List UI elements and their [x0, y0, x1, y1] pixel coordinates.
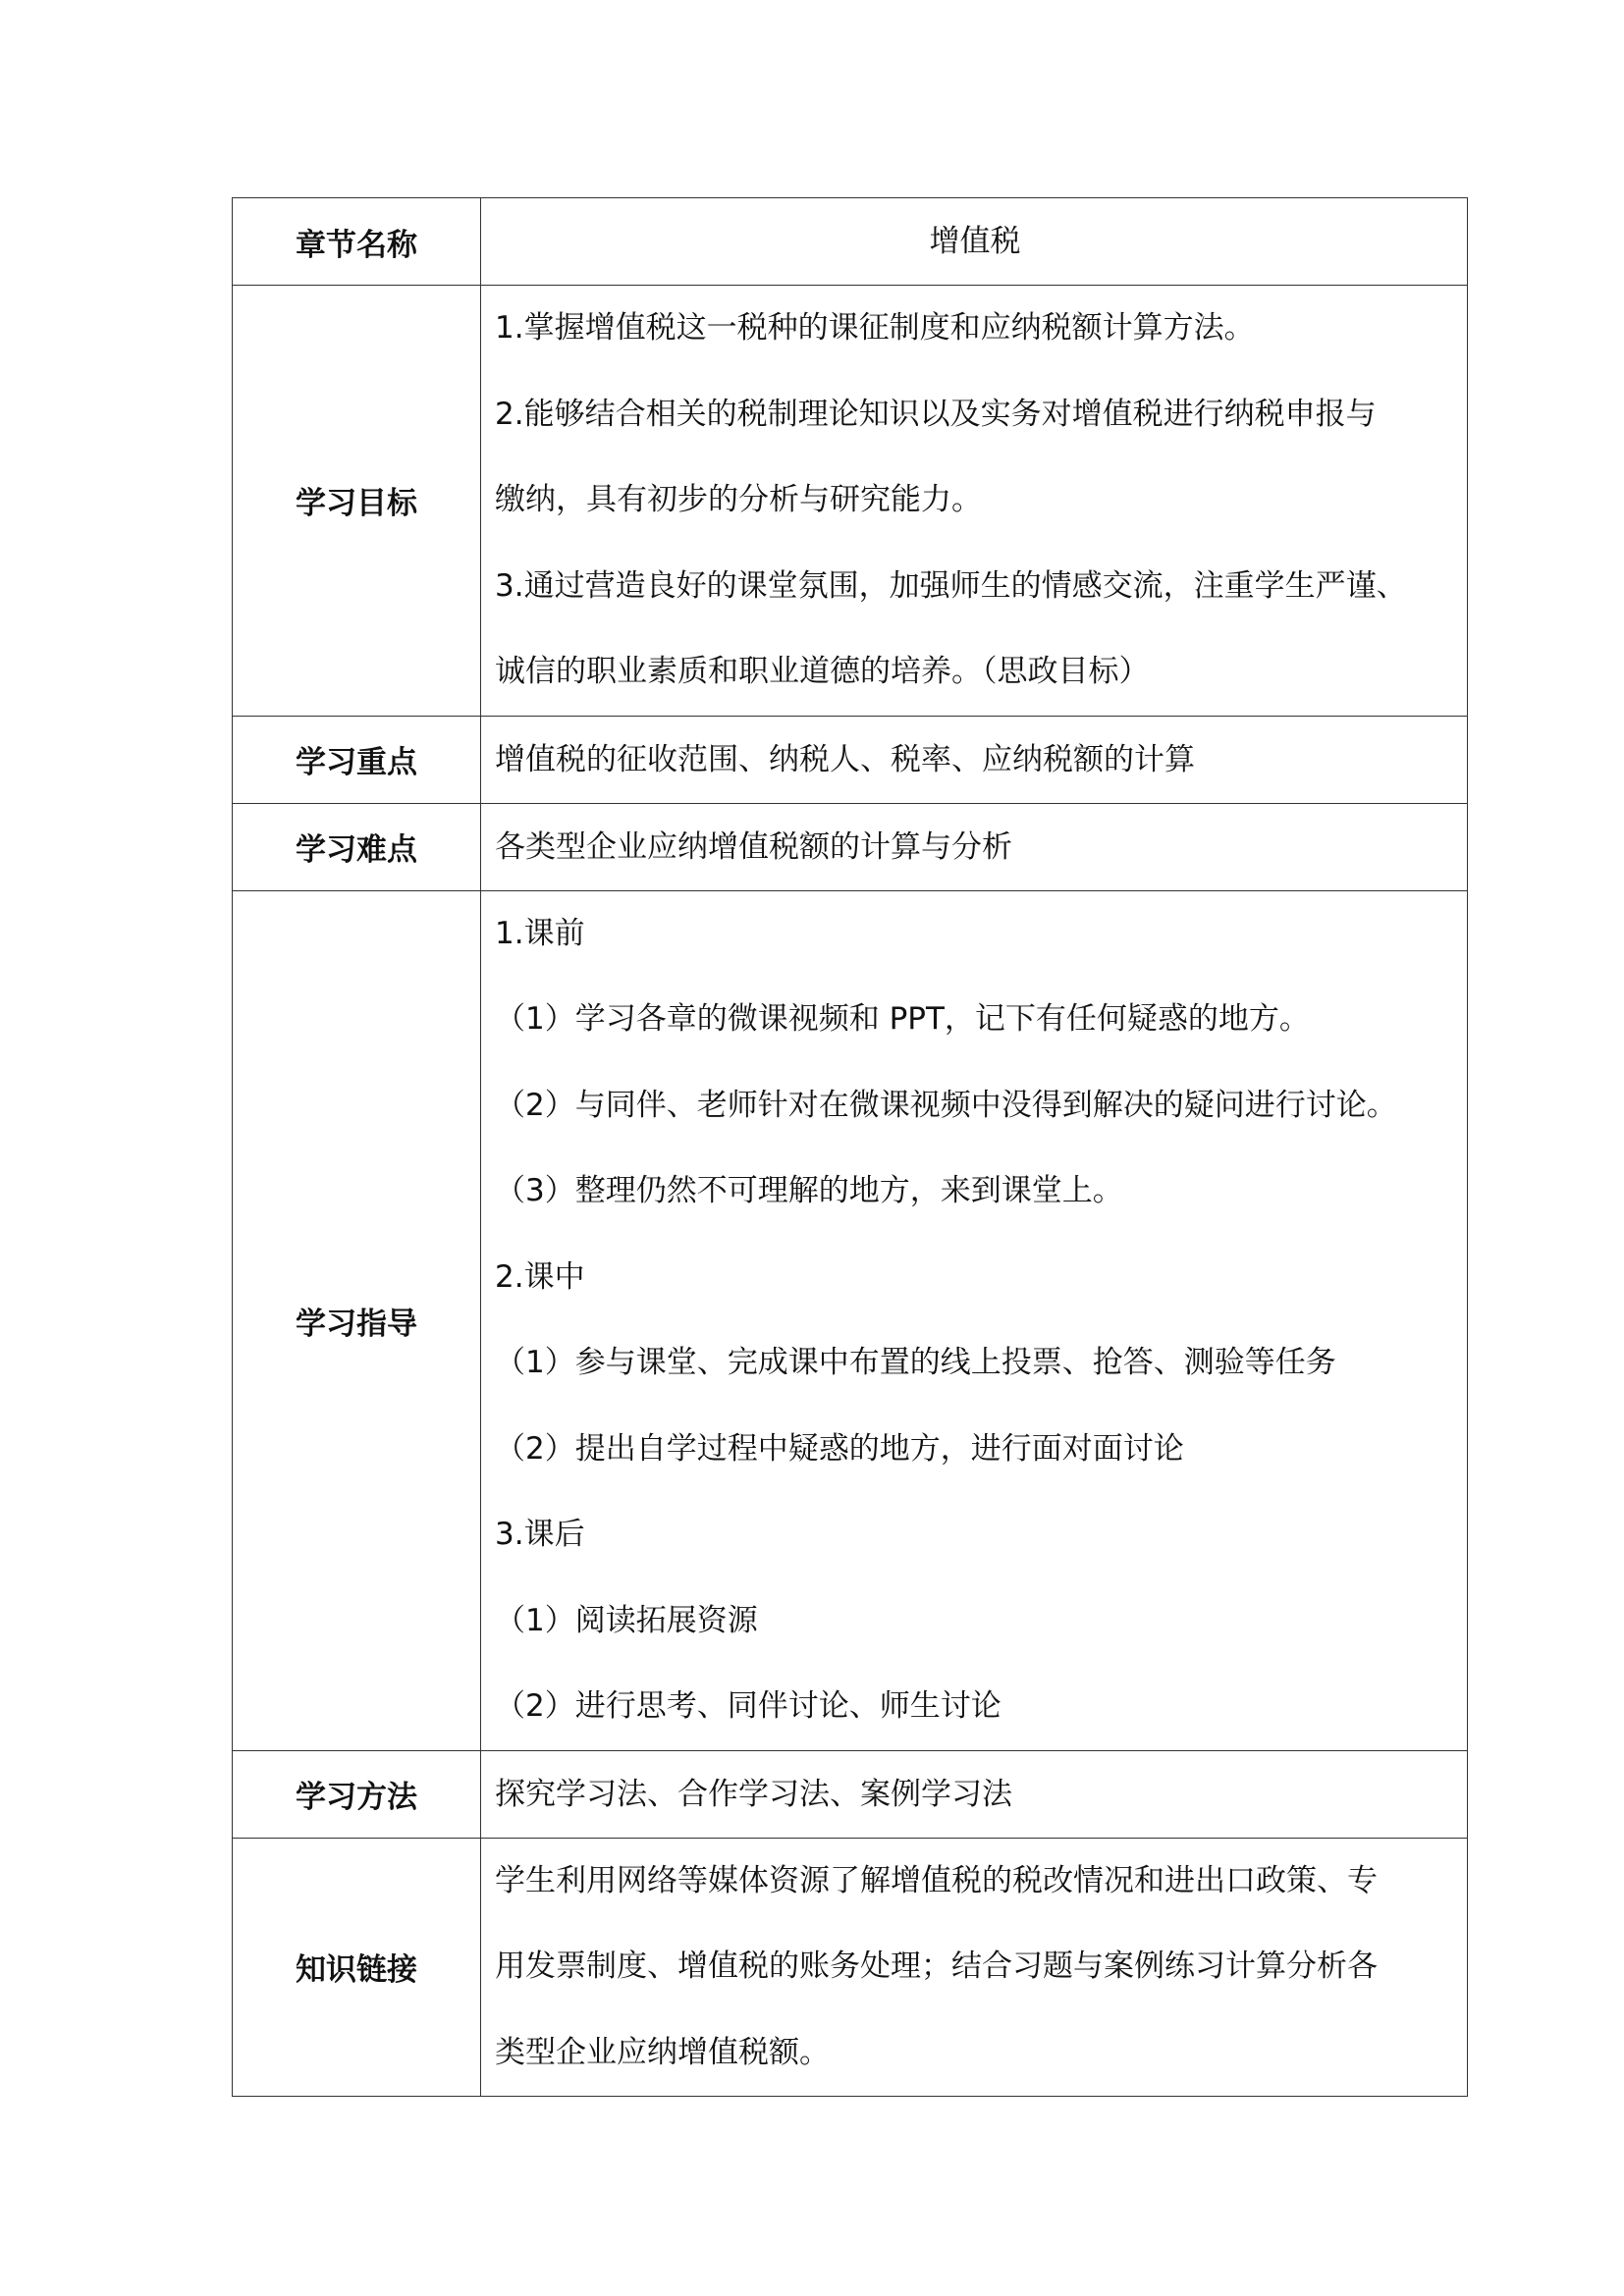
links-line: 类型企业应纳增值税额。: [495, 2034, 830, 2070]
objectives-label: 学习目标: [233, 286, 481, 717]
row-difficulties: [233, 803, 1468, 890]
guidance-line: （2）提出自学过程中疑惑的地方，进行面对面讨论: [495, 1430, 1184, 1467]
row-key-points: [233, 716, 1468, 803]
guidance-label: 学习指导: [233, 890, 481, 1750]
key-points-value: 增值税的征收范围、纳税人、税率、应纳税额的计算: [481, 716, 1468, 803]
objective-line: 缴纳，具有初步的分析与研究能力。: [495, 482, 982, 517]
row-links: [233, 1838, 1468, 2097]
row-methods: [233, 1750, 1468, 1838]
guidance-line: 3.课后: [495, 1517, 585, 1552]
guidance-line: 1.课前: [495, 915, 585, 951]
guidance-line: 2.课中: [495, 1258, 585, 1295]
links-content: [481, 1838, 1468, 2097]
objectives-content: [481, 286, 1468, 717]
chapter-label: 章节名称: [233, 198, 481, 286]
guidance-content: [481, 890, 1468, 1750]
objective-line: 1.掌握增值税这一税种的课征制度和应纳税额计算方法。: [495, 310, 1255, 346]
guidance-line: （2）与同伴、老师针对在微课视频中没得到解决的疑问进行讨论。: [495, 1087, 1397, 1123]
difficulties-value: 各类型企业应纳增值税额的计算与分析: [481, 803, 1468, 890]
guidance-line: （1）学习各章的微课视频和 PPT，记下有任何疑惑的地方。: [495, 1001, 1310, 1037]
difficulties-label: 学习难点: [233, 803, 481, 890]
guidance-line: （3）整理仍然不可理解的地方，来到课堂上。: [495, 1173, 1123, 1208]
guidance-line: （1）阅读拓展资源: [495, 1602, 758, 1638]
row-objectives: [233, 286, 1468, 717]
links-line: 学生利用网络等媒体资源了解增值税的税改情况和进出口政策、专: [495, 1862, 1378, 1898]
key-points-label: 学习重点: [233, 716, 481, 803]
objective-line: 诚信的职业素质和职业道德的培养。（思政目标）: [495, 654, 1150, 689]
methods-label: 学习方法: [233, 1750, 481, 1838]
links-label: 知识链接: [233, 1838, 481, 2097]
guidance-line: （1）参与课堂、完成课中布置的线上投票、抢答、测验等任务: [495, 1345, 1336, 1380]
objective-line: 3.通过营造良好的课堂氛围，加强师生的情感交流，注重学生严谨、: [495, 567, 1407, 604]
guidance-line: （2）进行思考、同伴讨论、师生讨论: [495, 1688, 1001, 1724]
methods-value: 探究学习法、合作学习法、案例学习法: [481, 1750, 1468, 1838]
row-chapter: [233, 198, 1468, 286]
objective-line: 2.能够结合相关的税制理论知识以及实务对增值税进行纳税申报与: [495, 396, 1377, 432]
chapter-value: 增值税: [481, 198, 1468, 286]
row-guidance: [233, 890, 1468, 1750]
links-line: 用发票制度、增值税的账务处理；结合习题与案例练习计算分析各: [495, 1949, 1378, 1984]
course-info-table: [232, 197, 1468, 2097]
